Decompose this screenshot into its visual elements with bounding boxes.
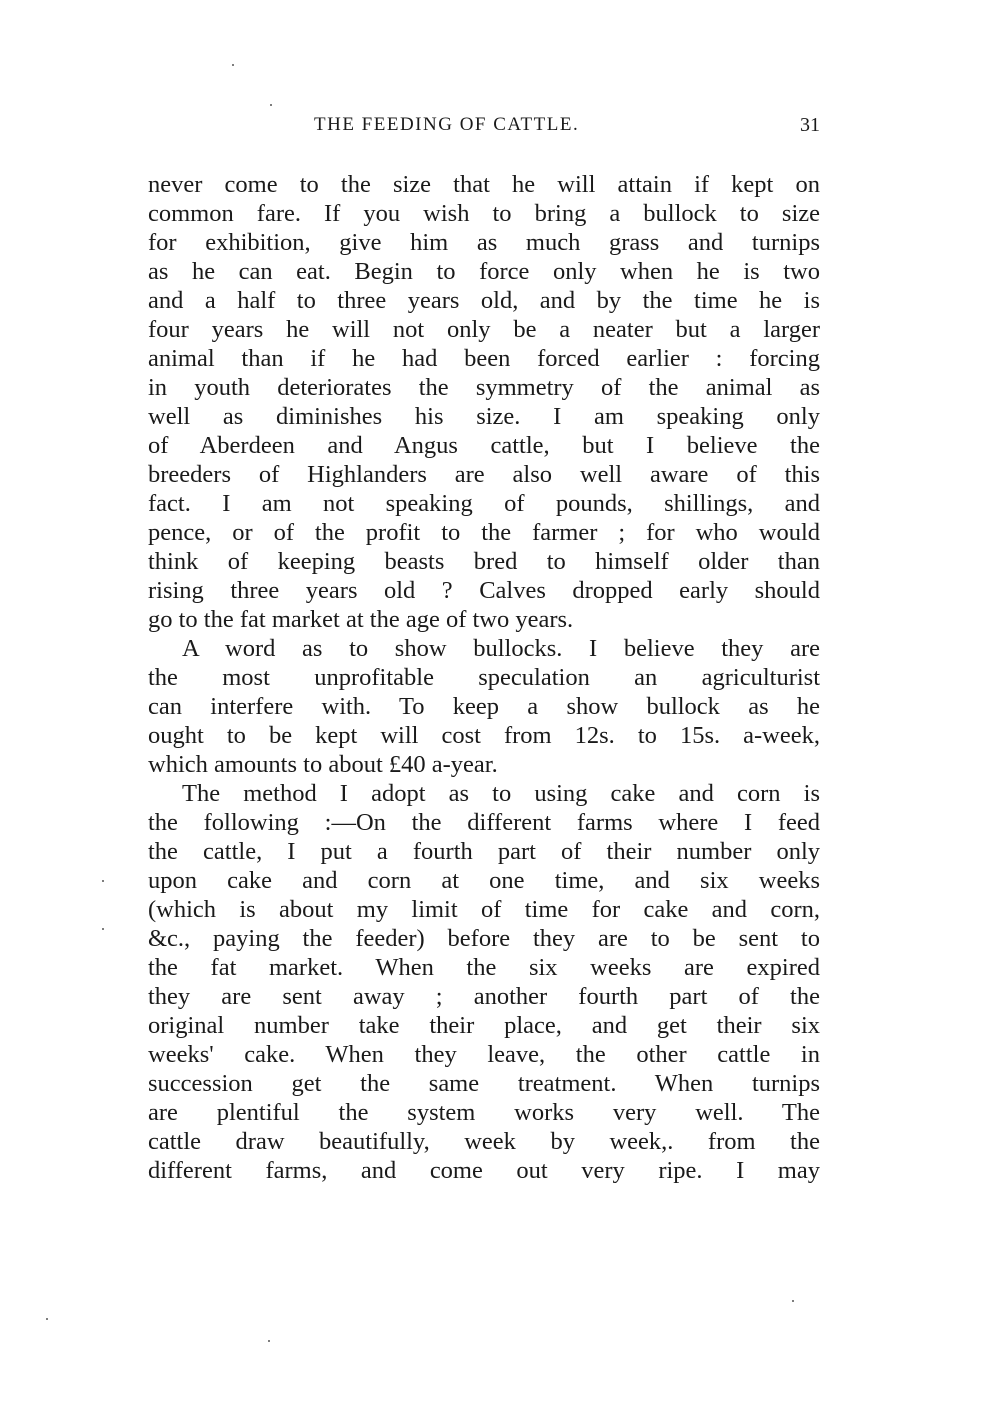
- text-line: fact. I am not speaking of pounds, shillings, and: [148, 490, 820, 517]
- scan-speck: [232, 64, 234, 66]
- text-line: different farms, and come out very ripe. I may: [148, 1157, 820, 1184]
- text-line: original number take their place, and get their six: [148, 1012, 820, 1039]
- running-title: THE FEEDING OF CATTLE.: [314, 114, 580, 135]
- scan-speck: [792, 1300, 794, 1302]
- text-line: succession get the same treatment. When turnips: [148, 1070, 820, 1097]
- text-line: the following :—On the different farms where I feed: [148, 809, 820, 836]
- text-line: (which is about my limit of time for cake and corn,: [148, 896, 820, 923]
- scan-speck: [268, 1340, 270, 1342]
- text-line: the cattle, I put a fourth part of their number only: [148, 838, 820, 865]
- body-text: [148, 170, 820, 1185]
- text-line: in youth deteriorates the symmetry of the animal as: [148, 374, 820, 401]
- text-line: cattle draw beautifully, week by week,. from the: [148, 1128, 820, 1155]
- scan-speck: [102, 880, 104, 882]
- text-line: rising three years old ? Calves dropped early should: [148, 577, 820, 604]
- text-line: go to the fat market at the age of two years.: [148, 606, 574, 633]
- text-line: common fare. If you wish to bring a bullock to size: [148, 200, 820, 227]
- text-line: A word as to show bullocks. I believe they are: [182, 635, 820, 662]
- text-line: well as diminishes his size. I am speaking only: [148, 403, 820, 430]
- scan-speck: [102, 928, 104, 930]
- text-line: are plentiful the system works very well. The: [148, 1099, 820, 1126]
- running-head: [148, 114, 820, 144]
- scan-speck: [46, 1318, 48, 1320]
- text-line: upon cake and corn at one time, and six weeks: [148, 867, 820, 894]
- page-number: 31: [800, 114, 820, 136]
- text-line: they are sent away ; another fourth part of the: [148, 983, 820, 1010]
- text-line: never come to the size that he will attain if kept on: [148, 171, 820, 198]
- text-line: animal than if he had been forced earlier : forcing: [148, 345, 820, 372]
- text-line: four years he will not only be a neater but a larger: [148, 316, 820, 343]
- text-line: can interfere with. To keep a show bullock as he: [148, 693, 820, 720]
- text-line: for exhibition, give him as much grass and turnips: [148, 229, 820, 256]
- text-line: &c., paying the feeder) before they are to be sent to: [148, 925, 820, 952]
- text-line: pence, or of the profit to the farmer ; for who would: [148, 519, 820, 546]
- text-line: the fat market. When the six weeks are expired: [148, 954, 820, 981]
- text-line: and a half to three years old, and by the time he is: [148, 287, 820, 314]
- text-line: as he can eat. Begin to force only when he is two: [148, 258, 820, 285]
- text-line: of Aberdeen and Angus cattle, but I believe the: [148, 432, 820, 459]
- text-line: The method I adopt as to using cake and corn is: [182, 780, 820, 807]
- scan-speck: [270, 104, 272, 106]
- text-line: breeders of Highlanders are also well aware of this: [148, 461, 820, 488]
- text-line: ought to be kept will cost from 12s. to 15s. a-week,: [148, 722, 820, 749]
- text-line: think of keeping beasts bred to himself older than: [148, 548, 820, 575]
- text-line: weeks' cake. When they leave, the other cattle in: [148, 1041, 820, 1068]
- text-line: the most unprofitable speculation an agriculturist: [148, 664, 820, 691]
- text-line: which amounts to about £40 a-year.: [148, 751, 498, 778]
